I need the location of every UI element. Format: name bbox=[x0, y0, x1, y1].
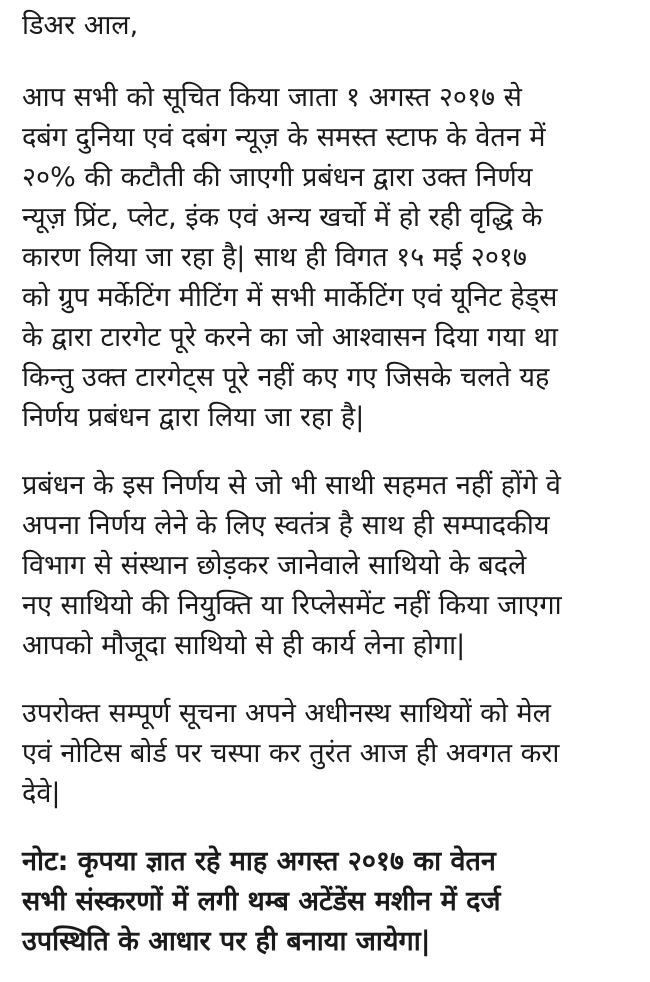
note-attendance: नोट: कृपया ज्ञात रहे माह अगस्त २०१७ का वेतन सभी संस्करणों में लगी थम्ब अटेंडेंस मशीन में दर्ज उपस्थिति के आधार पर ही बनाया जायेगा| bbox=[22, 846, 501, 957]
paragraph-notice-instructions: उपरोक्त सम्पूर्ण सूचना अपने अधीनस्थ साथियों को मेल एवं नोटिस बोर्ड पर चस्पा कर तुरंत आज ही अवगत करा देवे| bbox=[22, 698, 560, 809]
paragraph-salary-cut: आप सभी को सूचित किया जाता १ अगस्त २०१७ से दबंग दुनिया एवं दबंग न्यूज़ के समस्त स्टाफ के वेतन में २०% की कटौती की जाएगी प्रबंधन द्वारा उक्त निर्णय न्यूज़ प्रिंट, प्लेट, इंक एवं अन्य खर्चो में हो रही वृद्धि के कारण लिया जा रहा है| साथ ही विगत १५ मई २०१७ को ग्रुप मर्केटिंग मीटिंग में सभी मार्केटिंग एवं यूनिट हेड्स के द्वारा टारगेट पूरे करने का जो आश्वासन दिया गया था किन्तु उक्त टारगेट्स पूरे नहीं कए गए जिसके चलते यह निर्णय प्रबंधन द्वारा लिया जा रहा है| bbox=[22, 82, 558, 433]
letter-greeting: डिअर आल, bbox=[22, 10, 139, 41]
paragraph-staff-policy: प्रबंधन के इस निर्णय से जो भी साथी सहमत नहीं होंगे वे अपना निर्णय लेने के लिए स्वतंत्र है साथ ही सम्पादकीय विभाग से संस्थान छोड़कर जानेवाले साथियो के बदले नए साथियो की नियुक्ति या रिप्लेसमेंट नहीं किया जाएगा आपको मौजूदा साथियो से ही कार्य लेना होगा| bbox=[22, 470, 562, 661]
